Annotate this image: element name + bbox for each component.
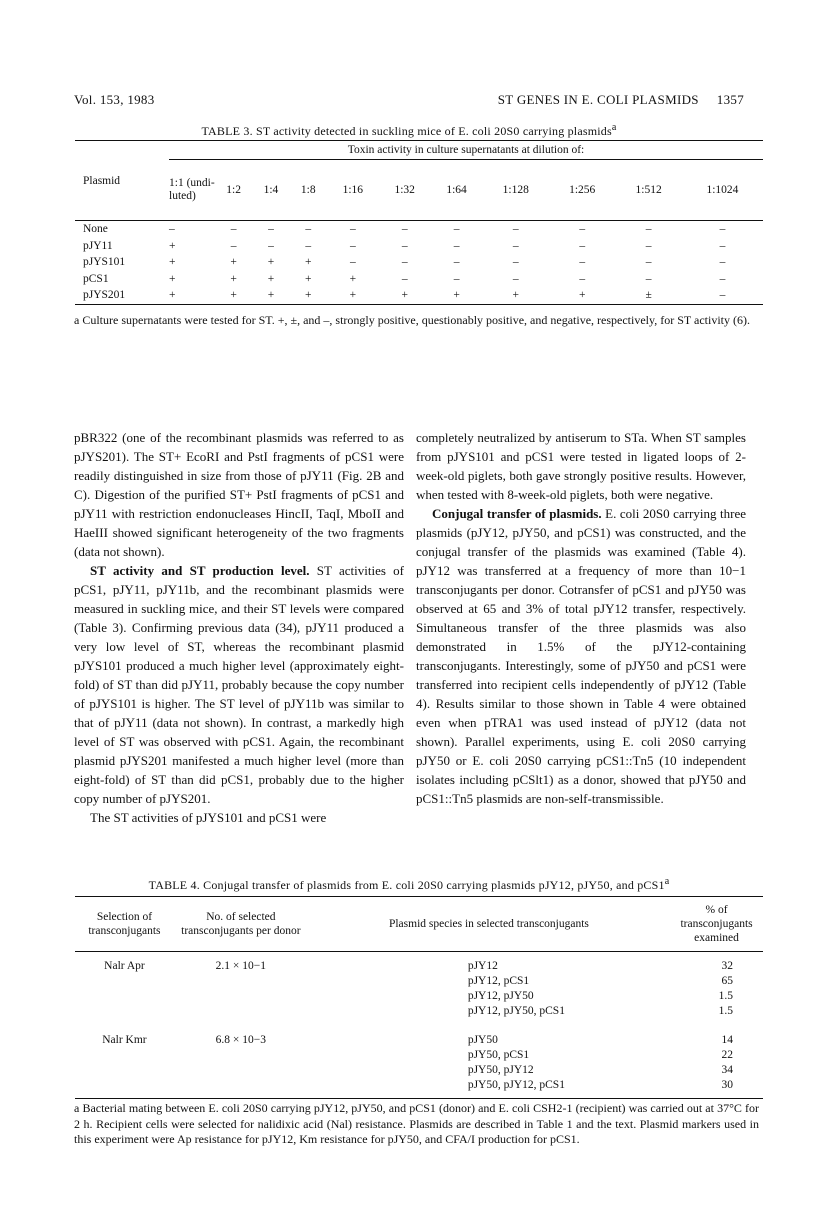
running-title: ST GENES IN E. COLI PLASMIDS: [497, 92, 699, 107]
table-row: [75, 254, 763, 271]
running-header: [74, 92, 744, 112]
table4-number-cell: [174, 1003, 308, 1018]
table-row: [75, 973, 763, 988]
table3-activity-cell: +: [267, 256, 275, 269]
table4-header-number: No. of selected transconjugants per donor: [174, 897, 308, 952]
table-row: [75, 958, 763, 973]
table4-selection-cell: Nalr Kmr: [102, 1033, 147, 1046]
table4-number-cell: 6.8 × 10−3: [215, 1033, 267, 1046]
table3-activity-cell: +: [169, 287, 215, 304]
table3-activity-cell: +: [379, 287, 431, 304]
table3-activity-cell: –: [453, 256, 460, 269]
table4-number-cell: [174, 988, 308, 1003]
table4-number-cell: 2.1 × 10−1: [215, 959, 267, 972]
table3-activity-cell: –: [268, 239, 274, 252]
table3-dilution-header: 1:4: [252, 160, 289, 221]
table3-plasmid-cell: pJYS101: [83, 256, 126, 269]
table3-dilution-header: 1:1 (undi- luted): [169, 160, 215, 221]
table4-selection-cell: [75, 1077, 174, 1092]
table3-activity-cell: –: [453, 223, 460, 236]
table4-pct-cell: 1.5: [718, 989, 733, 1002]
table3-activity-cell: +: [230, 272, 237, 285]
table3-activity-cell: –: [349, 256, 356, 269]
table3-activity-cell: +: [169, 256, 176, 269]
table3-activity-cell: +: [304, 272, 312, 285]
table3-activity-cell: –: [453, 239, 460, 252]
section-heading-conjugal: Conjugal transfer of plasmids.: [432, 506, 602, 521]
table-row: [75, 238, 763, 255]
table3-activity-cell: –: [719, 239, 726, 252]
table4-selection-cell: [75, 988, 174, 1003]
table3-plasmid-cell: pJYS201: [75, 287, 169, 304]
table3-activity-cell: +: [169, 272, 176, 285]
table3-activity-cell: –: [305, 239, 312, 252]
table-row: [75, 1062, 763, 1077]
table3-dilution-header: 1:64: [431, 160, 483, 221]
table3-dilution-header: 1:16: [327, 160, 379, 221]
table3-plasmid-cell: pCS1: [83, 272, 109, 285]
table3-activity-cell: –: [645, 256, 652, 269]
left-column: [74, 428, 404, 827]
table3-activity-cell: –: [719, 223, 726, 236]
table3-activity-cell: +: [230, 256, 237, 269]
paragraph-1: pBR322 (one of the recombinant plasmids was referred to as pJYS201). The ST+ EcoRI and PstI fragments of pCS1 were readily distinguished in size from those of pJY11 (Fig. 2B and C). Digestion of the purified ST+ PstI fragments of pCS1 and pJY11 with restriction endonucleases HincII, TaqI, MboII and HaeIII showed significant heterogeneity of the two fragments (data not shown).: [74, 430, 404, 559]
table3-activity-cell: –: [512, 239, 519, 252]
table4-number-cell: [174, 973, 308, 988]
table3-activity-cell: –: [645, 239, 652, 252]
table3-activity-cell: –: [579, 272, 586, 285]
table3-activity-cell: +: [169, 239, 176, 252]
paragraph-3: The ST activities of pJYS101 and pCS1 were: [90, 810, 327, 825]
table3-activity-cell: +: [267, 272, 275, 285]
table4-species-cell: pJY50, pCS1: [467, 1048, 530, 1061]
volume-label: Vol. 153, 1983: [74, 92, 155, 107]
table4-selection-cell: [75, 1003, 174, 1018]
table4-species-cell: pJY50: [467, 1033, 498, 1046]
table3-activity-cell: +: [483, 287, 549, 304]
table4-species-cell: pJY50, pJY12: [467, 1063, 534, 1076]
table3-dilution-header: 1:32: [379, 160, 431, 221]
table3-plasmid-cell: None: [83, 223, 108, 236]
table3-activity-cell: –: [512, 272, 519, 285]
table3-dilution-header: 1:256: [549, 160, 615, 221]
table3-activity-cell: –: [579, 256, 586, 269]
table3-activity-cell: –: [579, 239, 586, 252]
paragraph-4: completely neutralized by antiserum to STa. When ST samples from pJYS101 and pCS1 were tested in ligated loops of 2-week-old piglets, both gave strongly positive results. However, when tested with 8-week-old piglets, both were negative.: [416, 430, 746, 502]
table3-activity-cell: –: [719, 256, 726, 269]
table4-number-cell: [174, 1047, 308, 1062]
table3-span-header: Toxin activity in culture supernatants at dilution of:: [169, 141, 763, 160]
table3-plasmid-cell: pJY11: [83, 239, 113, 252]
section-heading-st: ST activity and ST production level.: [90, 563, 310, 578]
table4-number-cell: [174, 1077, 308, 1092]
table3-activity-cell: –: [645, 223, 652, 236]
table4-footnote: a Bacterial mating between E. coli 20S0 carrying pJY12, pJY50, and pCS1 (donor) and E. coli CSH2-1 (recipient) was carried out at 37°C for 2 h. Recipient cells were selected for nalidixic acid (Nal) resistance. Plasmids are described in Table 1 and the text. Plasmid markers used in this experiment were Ap resistance for pJY12, Km resistance for pJY50, and CFA/I production for pCS1.: [74, 1101, 759, 1146]
table4-selection-cell: [75, 1062, 174, 1077]
table4-pct-cell: 30: [721, 1078, 733, 1091]
table3-activity-cell: ±: [615, 287, 681, 304]
table3-activity-cell: –: [512, 256, 519, 269]
table4-selection-cell: [75, 973, 174, 988]
table-row: [75, 1077, 763, 1092]
paragraph-2: ST activity and ST production level. ST activities of pCS1, pJY11, pJY11b, and the recombinant plasmids were measured in suckling mice, and their ST levels were compared (Table 3). Confirming previous data (34), pJY11 produced a very low level of ST, whereas the recombinant plasmid pJYS101 produced a much higher level (approximately eight-fold) of ST than did pJY11, probably because the copy number of pJYS101 is higher. The ST level of pJY11b was similar to that of pJY11 (data not shown). In contrast, a markedly high level of ST was observed with pCS1. Again, the recombinant plasmid pJYS201 manifested a much higher level (more than eight-fold) of ST than did pCS1, probably due to the higher copy number of pJYS201.: [74, 563, 405, 806]
table4-selection-cell: Nalr Apr: [104, 959, 145, 972]
table3-activity-cell: –: [169, 223, 175, 236]
table3-activity-cell: –: [579, 223, 586, 236]
table3-activity-cell: –: [230, 239, 237, 252]
page-number: 1357: [716, 92, 744, 107]
table3-footnote: a Culture supernatants were tested for ST. +, ±, and –, strongly positive, questionably positive, and negative, respectively, for ST activity (6).: [74, 313, 750, 327]
table4-selection-cell: [75, 1047, 174, 1062]
table3-activity-cell: +: [304, 256, 312, 269]
table4-pct-cell: 1.5: [718, 1004, 733, 1017]
table4-species-cell: pJY12, pJY50: [467, 989, 534, 1002]
table4-header-pct: % of transconjugants examined: [670, 897, 763, 952]
table3-activity-cell: –: [401, 239, 408, 252]
table3-activity-cell: –: [401, 256, 408, 269]
table3-dilution-header: 1:128: [483, 160, 549, 221]
table3-activity-cell: +: [431, 287, 483, 304]
table3-activity-cell: +: [252, 287, 289, 304]
table4-pct-cell: 32: [721, 959, 733, 972]
table3-activity-cell: +: [349, 272, 357, 285]
table-row: [75, 1003, 763, 1018]
table-row: [75, 287, 763, 304]
right-column: [416, 428, 746, 808]
table4-pct-cell: 14: [721, 1033, 733, 1046]
table4-header-species: Plasmid species in selected transconjugants: [308, 897, 670, 952]
table4-pct-cell: 22: [721, 1048, 733, 1061]
table3-activity-cell: –: [719, 272, 726, 285]
table4-pct-cell: 65: [721, 974, 733, 987]
table3-plasmid-header: Plasmid: [75, 141, 169, 221]
table3-dilution-header: 1:8: [290, 160, 327, 221]
table4-species-cell: pJY12: [467, 959, 498, 972]
table3: [75, 140, 763, 305]
table3-dilution-header: 1:2: [215, 160, 252, 221]
table-row: [75, 1047, 763, 1062]
table-row: [75, 988, 763, 1003]
table3-activity-cell: –: [453, 272, 460, 285]
table4-species-cell: pJY50, pJY12, pCS1: [467, 1078, 565, 1091]
table4: [75, 896, 763, 1099]
table4-species-cell: pJY12, pCS1: [467, 974, 530, 987]
table3-activity-cell: –: [401, 223, 408, 236]
table4-pct-cell: 34: [721, 1063, 733, 1076]
table4-caption: TABLE 4. Conjugal transfer of plasmids from E. coli 20S0 carrying plasmids pJY12, pJY50, and pCS1$^a$: [148, 876, 670, 892]
table3-activity-cell: +: [549, 287, 615, 304]
table3-activity-cell: –: [645, 272, 652, 285]
table3-activity-cell: –: [682, 287, 763, 304]
table4-header-selection: Selection of transconjugants: [75, 897, 174, 952]
table3-dilution-header: 1:1024: [682, 160, 763, 221]
table-row: [75, 1032, 763, 1047]
table3-activity-cell: +: [215, 287, 252, 304]
table3-activity-cell: –: [268, 223, 274, 236]
table3-caption: TABLE 3. ST activity detected in suckling mice of E. coli 20S0 carrying plasmids$^a$: [201, 122, 617, 138]
table-row: [75, 271, 763, 288]
table3-activity-cell: –: [401, 272, 408, 285]
table3-activity-cell: –: [512, 223, 519, 236]
table3-activity-cell: +: [290, 287, 327, 304]
table4-species-cell: pJY12, pJY50, pCS1: [467, 1004, 565, 1017]
table4-number-cell: [174, 1062, 308, 1077]
table3-dilution-header: 1:512: [615, 160, 681, 221]
table3-activity-cell: –: [349, 223, 356, 236]
table3-activity-cell: +: [327, 287, 379, 304]
paragraph-5: Conjugal transfer of plasmids. E. coli 20S0 carrying three plasmids (pJY12, pJY50, and pCS1) was constructed, and the conjugal transfer of the plasmids was examined (Table 4). pJY12 was transferred at a frequency of more than 10−1 transconjugants per donor. Cotransfer of pCS1 and pJY50 was observed at 65 and 3% of total pJY12 transfer, respectively. Simultaneous transfer of the three plasmids was also demonstrated in 1.5% of the pJY12-containing transconjugants. Interestingly, some of pJY50 and pCS1 were transferred into recipient cells independently of pJY12 (Table 4). Results similar to those shown in Table 4 were obtained even when pTRA1 was used instead of pJY12 (data not shown). Parallel experiments, using E. coli 20S0 carrying pJY50 or E. coli 20S0 carrying pCS1::Tn5 (10 independent isolates including pCSlt1) as a donor, showed that pJY50 and pCS1::Tn5 plasmids are non-self-transmissible.: [416, 506, 746, 806]
table3-activity-cell: –: [349, 239, 356, 252]
table-row: [75, 221, 763, 238]
table3-activity-cell: –: [305, 223, 312, 236]
table3-activity-cell: –: [230, 223, 237, 236]
